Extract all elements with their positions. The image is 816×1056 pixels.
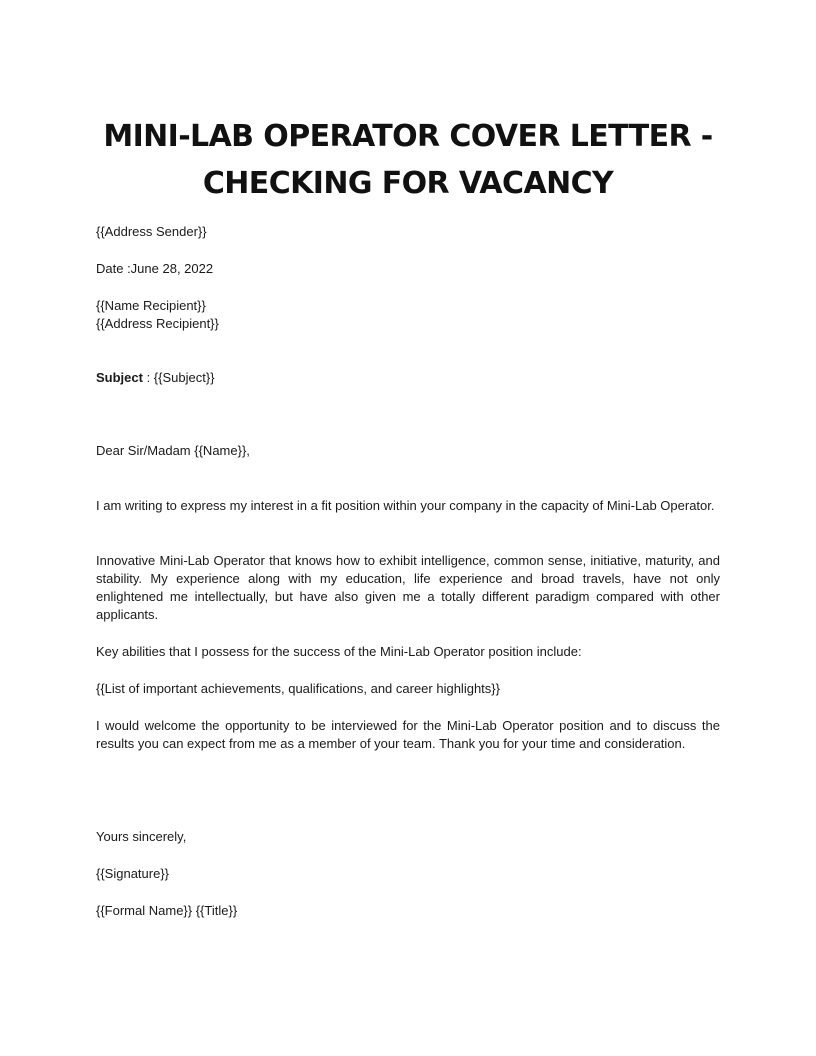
name-recipient: {{Name Recipient}} (96, 298, 206, 313)
title-line-1: MINI-LAB OPERATOR COVER LETTER - (103, 119, 713, 154)
address-sender: {{Address Sender}} (96, 224, 207, 239)
paragraph-experience: Innovative Mini-Lab Operator that knows how to exhibit intelligence, common sense, initiative, maturity, and stability. My experience along with my education, life experience and broad travels, have not only enlightened me intellectually, but have also given me a totally different paradigm compared with other applicants. (96, 553, 720, 622)
address-recipient: {{Address Recipient}} (96, 316, 219, 331)
paragraph-closing: I would welcome the opportunity to be interviewed for the Mini-Lab Operator position and to discuss the results you can expect from me as a member of your team. Thank you for your time and consideration. (96, 718, 720, 751)
salutation: Dear Sir/Madam {{Name}}, (96, 443, 250, 458)
paragraph-key-abilities: Key abilities that I possess for the success of the Mini-Lab Operator position include: (96, 644, 582, 659)
subject-value: : {{Subject}} (142, 370, 215, 385)
signature-placeholder: {{Signature}} (96, 866, 170, 881)
subject-line (96, 369, 720, 387)
letter-date: Date :June 28, 2022 (96, 261, 214, 276)
document-title (96, 113, 720, 207)
subject-label: Subject (96, 370, 143, 385)
title-line-2: CHECKING FOR VACANCY (202, 166, 614, 201)
formal-name-title: {{Formal Name}} {{Title}} (96, 903, 238, 918)
paragraph-interest: I am writing to express my interest in a fit position within your company in the capacity of Mini-Lab Operator. (96, 498, 715, 513)
paragraph-achievements: {{List of important achievements, qualifications, and career highlights}} (96, 681, 500, 696)
closing-phrase: Yours sincerely, (96, 829, 187, 844)
